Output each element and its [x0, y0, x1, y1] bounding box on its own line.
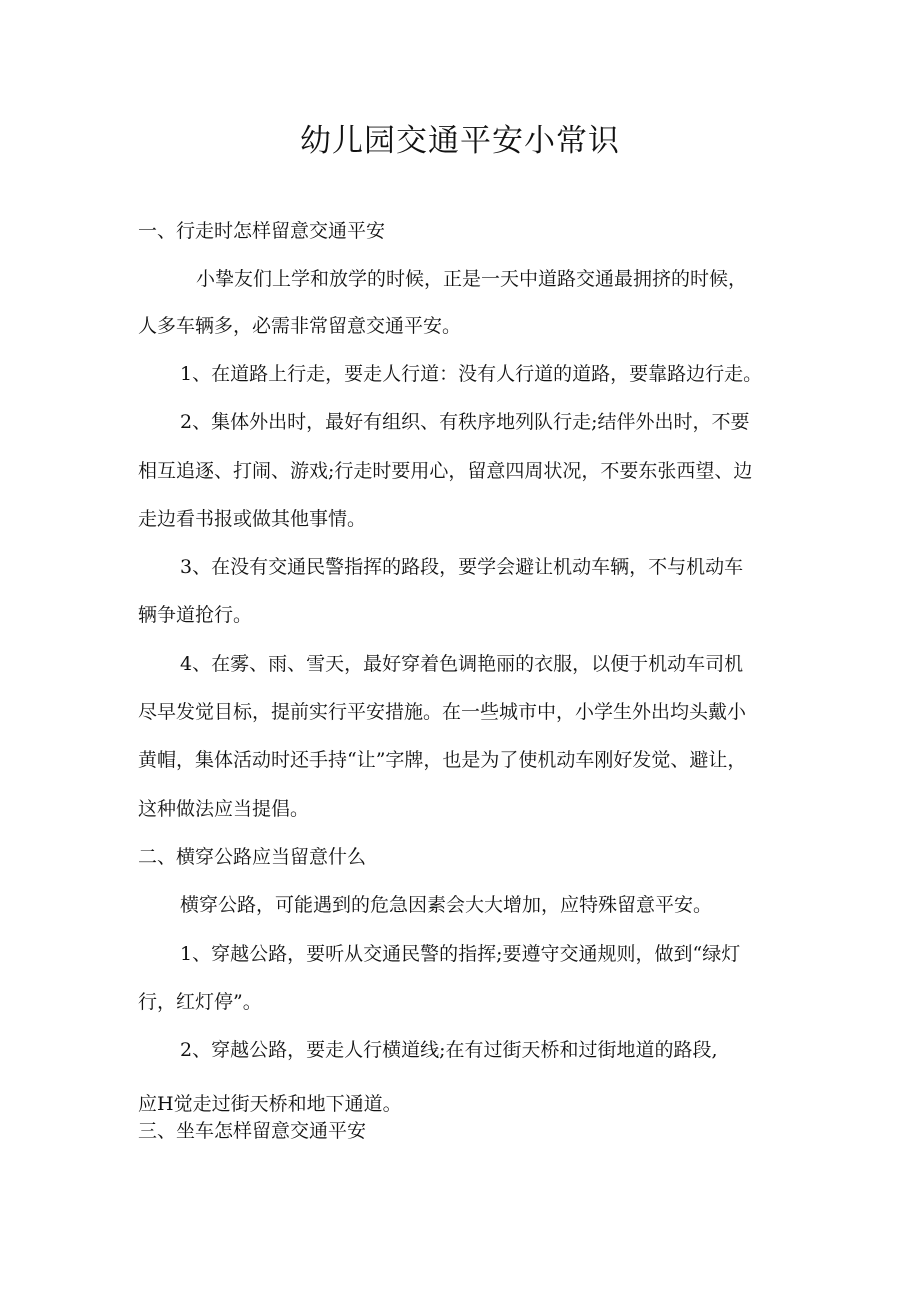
paragraph-line: 走边看书报或做其他事情。 — [138, 508, 367, 530]
paragraph-line: 相互追逐、打闹、游戏;行走时要用心，留意四周状况，不要东张西望、边 — [138, 460, 753, 482]
section-heading-3: 三、坐车怎样留意交通平安 — [138, 1120, 367, 1142]
paragraph-line: 这种做法应当提倡。 — [138, 798, 310, 820]
paragraph-line: 3、在没有交通民警指挥的路段，要学会避让机动车辆，不与机动车 — [180, 556, 744, 578]
paragraph-line: 1、在道路上行走，要走人行道：没有人行道的道路，要靠路边行走。 — [180, 363, 763, 385]
paragraph-line: 尽早发觉目标，提前实行平安措施。在一些城市中，小学生外出均头戴小 — [138, 701, 747, 723]
paragraph-line: 4、在雾、雨、雪天，最好穿着色调艳丽的衣服，以便于机动车司机 — [180, 653, 744, 675]
paragraph-line: 人多车辆多，必需非常留意交通平安。 — [138, 315, 462, 337]
paragraph-line: 辆争道抢行。 — [138, 604, 253, 626]
paragraph-line: 1、穿越公路，要听从交通民警的指挥;要遵守交通规则，做到“绿灯 — [180, 943, 741, 965]
section-heading-2: 二、横穿公路应当留意什么 — [138, 846, 367, 868]
section-heading-1: 一、行走时怎样留意交通平安 — [138, 220, 386, 242]
page-title: 幼儿园交通平安小常识 — [300, 123, 620, 159]
paragraph-line: 2、穿越公路，要走人行横道线;在有过街天桥和过街地道的路段, — [180, 1039, 718, 1061]
paragraph-line: 横穿公路，可能遇到的危急因素会大大增加，应特殊留意平安。 — [180, 894, 713, 916]
paragraph-line: 2、集体外出时，最好有组织、有秩序地列队行走;结伴外出时，不要 — [180, 411, 750, 433]
paragraph-line: 行，红灯停”。 — [138, 991, 262, 1013]
paragraph-line: 黄帽，集体活动时还手持“让”字牌，也是为了使机动车刚好发觉、避让， — [138, 749, 747, 771]
paragraph-line: 小挚友们上学和放学的时候，正是一天中道路交通最拥挤的时候， — [196, 268, 748, 290]
paragraph-line: 应H觉走过街天桥和地下通道。 — [138, 1093, 402, 1115]
